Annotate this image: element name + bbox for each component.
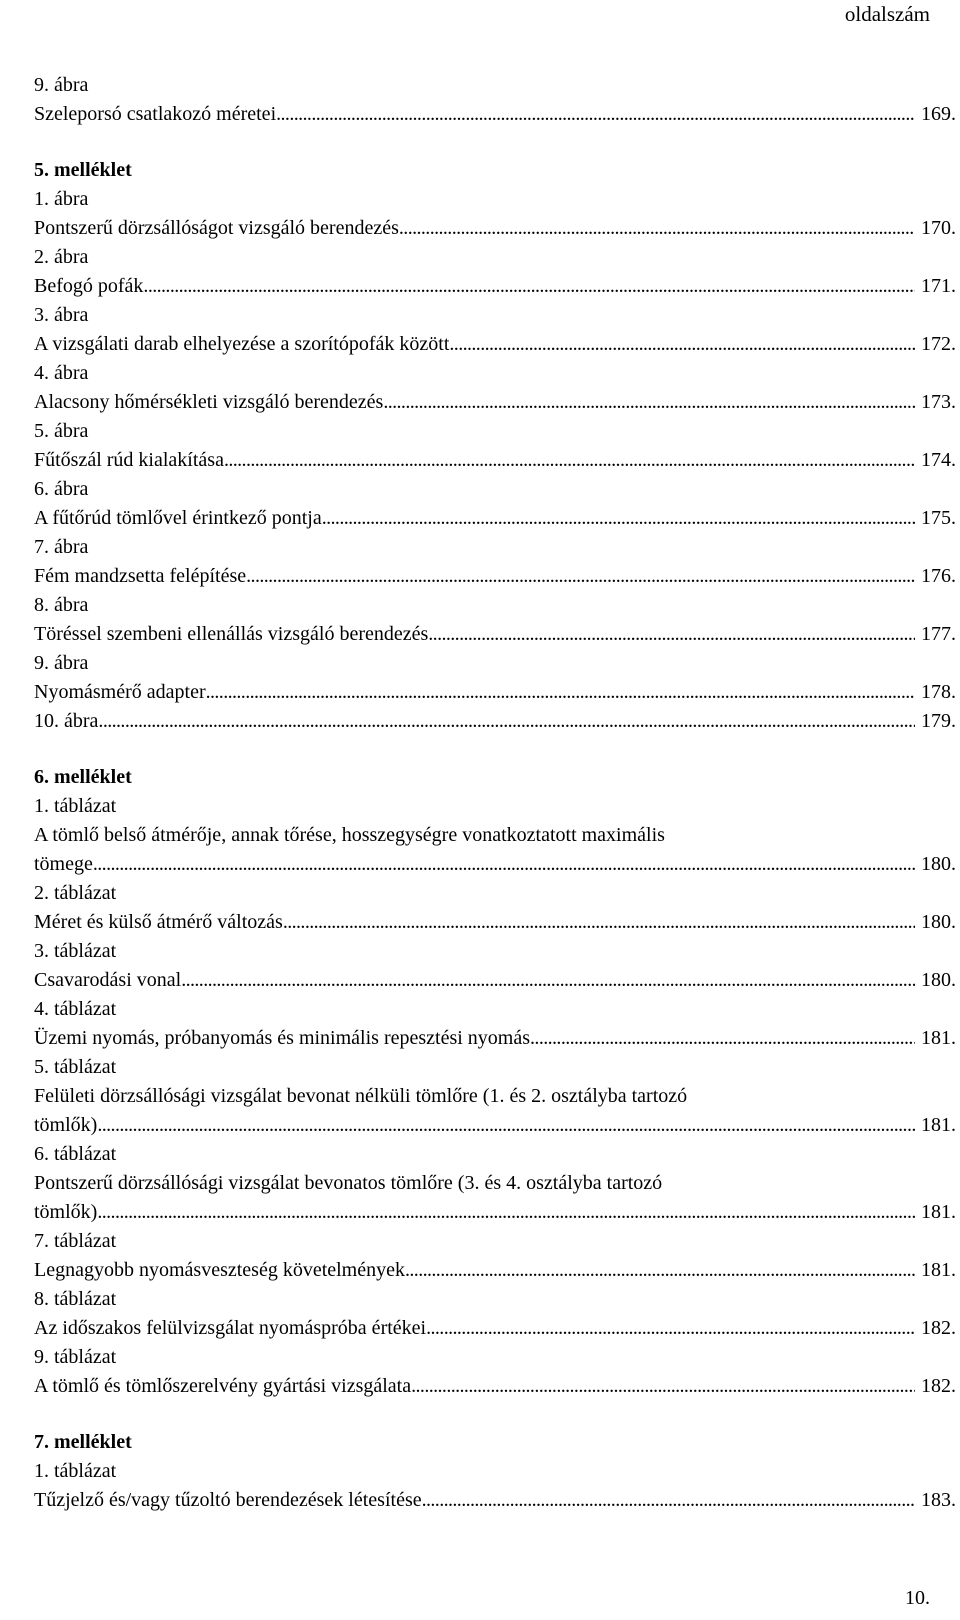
toc-entry-page: 170. bbox=[921, 217, 956, 239]
dot-leader bbox=[206, 678, 915, 707]
toc-entry-label: 5. ábra bbox=[34, 420, 89, 442]
toc-entry-page: 180. bbox=[921, 911, 956, 933]
toc-entry-page: 169. bbox=[921, 103, 956, 125]
toc-entry-page: 171. bbox=[921, 275, 956, 297]
toc-entry-page: 182. bbox=[921, 1375, 956, 1397]
toc-entry-title: Alacsony hőmérsékleti vizsgáló berendezés bbox=[34, 391, 384, 413]
section-gap bbox=[34, 1401, 956, 1428]
toc-entry-title-line: Felületi dörzsállósági vizsgálat bevonat nélküli tömlőre (1. és 2. osztályba tartozó bbox=[34, 1085, 688, 1107]
toc-entry[interactable] bbox=[34, 504, 956, 533]
toc-entry-page: 178. bbox=[921, 681, 956, 703]
toc-entry-page: 176. bbox=[921, 565, 956, 587]
toc-entry-label: 6. táblázat bbox=[34, 1143, 117, 1165]
toc-entry-label: 9. ábra bbox=[34, 652, 89, 674]
toc-entry[interactable] bbox=[34, 1486, 956, 1515]
dot-leader bbox=[383, 388, 915, 417]
toc-entry-label: 8. táblázat bbox=[34, 1288, 117, 1310]
toc-entry[interactable] bbox=[34, 1198, 956, 1227]
toc-entry-title: Üzemi nyomás, próbanyomás és minimális repesztési nyomás bbox=[34, 1027, 531, 1049]
dot-leader bbox=[322, 504, 915, 533]
annex-heading: 7. melléklet bbox=[34, 1431, 132, 1453]
page-number-column-label: oldalszám bbox=[844, 2, 930, 26]
toc-entry-label: 1. ábra bbox=[34, 188, 89, 210]
toc-entry-label: 1. táblázat bbox=[34, 795, 117, 817]
toc-entry[interactable] bbox=[34, 1372, 956, 1401]
dot-leader bbox=[98, 707, 915, 736]
toc-entry-title: tömlők) bbox=[34, 1114, 98, 1136]
table-of-contents bbox=[34, 71, 956, 1515]
page-number: 10. bbox=[905, 1587, 930, 1609]
toc-entry[interactable] bbox=[34, 1256, 956, 1285]
toc-entry-page: 175. bbox=[921, 507, 956, 529]
toc-entry-page: 181. bbox=[921, 1027, 956, 1049]
dot-leader bbox=[143, 272, 915, 301]
toc-entry-title: A vizsgálati darab elhelyezése a szorítópofák között bbox=[34, 333, 450, 355]
toc-entry[interactable] bbox=[34, 620, 956, 649]
toc-entry-title-line: Pontszerű dörzsállósági vizsgálat bevonatos tömlőre (3. és 4. osztályba tartozó bbox=[34, 1172, 663, 1194]
toc-entry-page: 181. bbox=[921, 1114, 956, 1136]
toc-entry-title: A fűtőrúd tömlővel érintkező pontja bbox=[34, 507, 322, 529]
toc-entry-page: 172. bbox=[921, 333, 956, 355]
toc-entry[interactable] bbox=[34, 1024, 956, 1053]
section-gap bbox=[34, 129, 956, 156]
dot-leader bbox=[283, 908, 915, 937]
dot-leader bbox=[276, 100, 915, 129]
toc-entry[interactable] bbox=[34, 850, 956, 879]
dot-leader bbox=[399, 214, 915, 243]
dot-leader bbox=[181, 966, 915, 995]
toc-entry-title: Az időszakos felülvizsgálat nyomáspróba értékei bbox=[34, 1317, 427, 1339]
toc-entry-label: 7. ábra bbox=[34, 536, 89, 558]
toc-entry-title: A tömlő és tömlőszerelvény gyártási vizsgálata bbox=[34, 1375, 412, 1397]
toc-entry[interactable] bbox=[34, 272, 956, 301]
dot-leader bbox=[449, 330, 915, 359]
toc-entry-label: 2. ábra bbox=[34, 246, 89, 268]
toc-entry-label: 4. táblázat bbox=[34, 998, 117, 1020]
toc-entry-title: Méret és külső átmérő változás bbox=[34, 911, 283, 933]
toc-entry-label: 2. táblázat bbox=[34, 882, 117, 904]
dot-leader bbox=[411, 1372, 915, 1401]
toc-entry-label: 6. ábra bbox=[34, 478, 89, 500]
toc-entry-title: Befogó pofák bbox=[34, 275, 144, 297]
toc-entry[interactable] bbox=[34, 707, 956, 736]
dot-leader bbox=[428, 620, 915, 649]
toc-entry-title: Tűzjelző és/vagy tűzoltó berendezések létesítése bbox=[34, 1489, 422, 1511]
toc-entry-title: Csavarodási vonal bbox=[34, 969, 182, 991]
toc-entry-title: Fém mandzsetta felépítése bbox=[34, 565, 247, 587]
toc-entry-label: 9. táblázat bbox=[34, 1346, 117, 1368]
dot-leader bbox=[246, 562, 915, 591]
toc-entry-title: tömege bbox=[34, 853, 93, 875]
toc-entry-page: 183. bbox=[921, 1489, 956, 1511]
toc-entry-label: 7. táblázat bbox=[34, 1230, 117, 1252]
toc-entry[interactable] bbox=[34, 446, 956, 475]
toc-entry[interactable] bbox=[34, 908, 956, 937]
toc-entry[interactable] bbox=[34, 678, 956, 707]
section-gap bbox=[34, 736, 956, 763]
toc-entry[interactable] bbox=[34, 966, 956, 995]
toc-entry-page: 181. bbox=[921, 1259, 956, 1281]
toc-entry-label: 1. táblázat bbox=[34, 1460, 117, 1482]
toc-entry-title-line: A tömlő belső átmérője, annak tőrése, hosszegységre vonatkoztatott maximális bbox=[34, 824, 665, 846]
toc-entry-page: 182. bbox=[921, 1317, 956, 1339]
toc-entry[interactable] bbox=[34, 562, 956, 591]
dot-leader bbox=[422, 1486, 915, 1515]
toc-entry-title: Pontszerű dörzsállóságot vizsgáló berendezés bbox=[34, 217, 399, 239]
toc-entry[interactable] bbox=[34, 100, 956, 129]
dot-leader bbox=[93, 850, 915, 879]
toc-entry-page: 179. bbox=[921, 710, 956, 732]
toc-entry-page: 181. bbox=[921, 1201, 956, 1223]
dot-leader bbox=[97, 1198, 915, 1227]
toc-entry-page: 174. bbox=[921, 449, 956, 471]
toc-entry[interactable] bbox=[34, 214, 956, 243]
toc-entry-title: Fűtőszál rúd kialakítása bbox=[34, 449, 224, 471]
toc-entry-page: 177. bbox=[921, 623, 956, 645]
toc-entry-title: Szeleporsó csatlakozó méretei bbox=[34, 103, 277, 125]
toc-entry-title: Töréssel szembeni ellenállás vizsgáló berendezés bbox=[34, 623, 429, 645]
toc-entry[interactable] bbox=[34, 1111, 956, 1140]
toc-entry-label: 4. ábra bbox=[34, 362, 89, 384]
toc-entry-page: 173. bbox=[921, 391, 956, 413]
toc-entry-label: 9. ábra bbox=[34, 74, 89, 96]
annex-heading: 6. melléklet bbox=[34, 766, 132, 788]
dot-leader bbox=[530, 1024, 915, 1053]
toc-entry[interactable] bbox=[34, 1314, 956, 1343]
toc-entry-title: Nyomásmérő adapter bbox=[34, 681, 206, 703]
annex-heading: 5. melléklet bbox=[34, 159, 132, 181]
toc-entry-label: 5. táblázat bbox=[34, 1056, 117, 1078]
toc-entry[interactable] bbox=[34, 388, 956, 417]
toc-entry-page: 180. bbox=[921, 969, 956, 991]
dot-leader bbox=[405, 1256, 915, 1285]
dot-leader bbox=[97, 1111, 915, 1140]
dot-leader bbox=[426, 1314, 915, 1343]
toc-entry-page: 180. bbox=[921, 853, 956, 875]
toc-entry-label: 3. táblázat bbox=[34, 940, 117, 962]
toc-entry-label: 10. ábra bbox=[34, 710, 99, 732]
toc-entry-label: 8. ábra bbox=[34, 594, 89, 616]
toc-entry[interactable] bbox=[34, 330, 956, 359]
toc-entry-title: Legnagyobb nyomásveszteség követelmények bbox=[34, 1259, 405, 1281]
dot-leader bbox=[224, 446, 915, 475]
toc-entry-title: tömlők) bbox=[34, 1201, 98, 1223]
toc-entry-label: 3. ábra bbox=[34, 304, 89, 326]
